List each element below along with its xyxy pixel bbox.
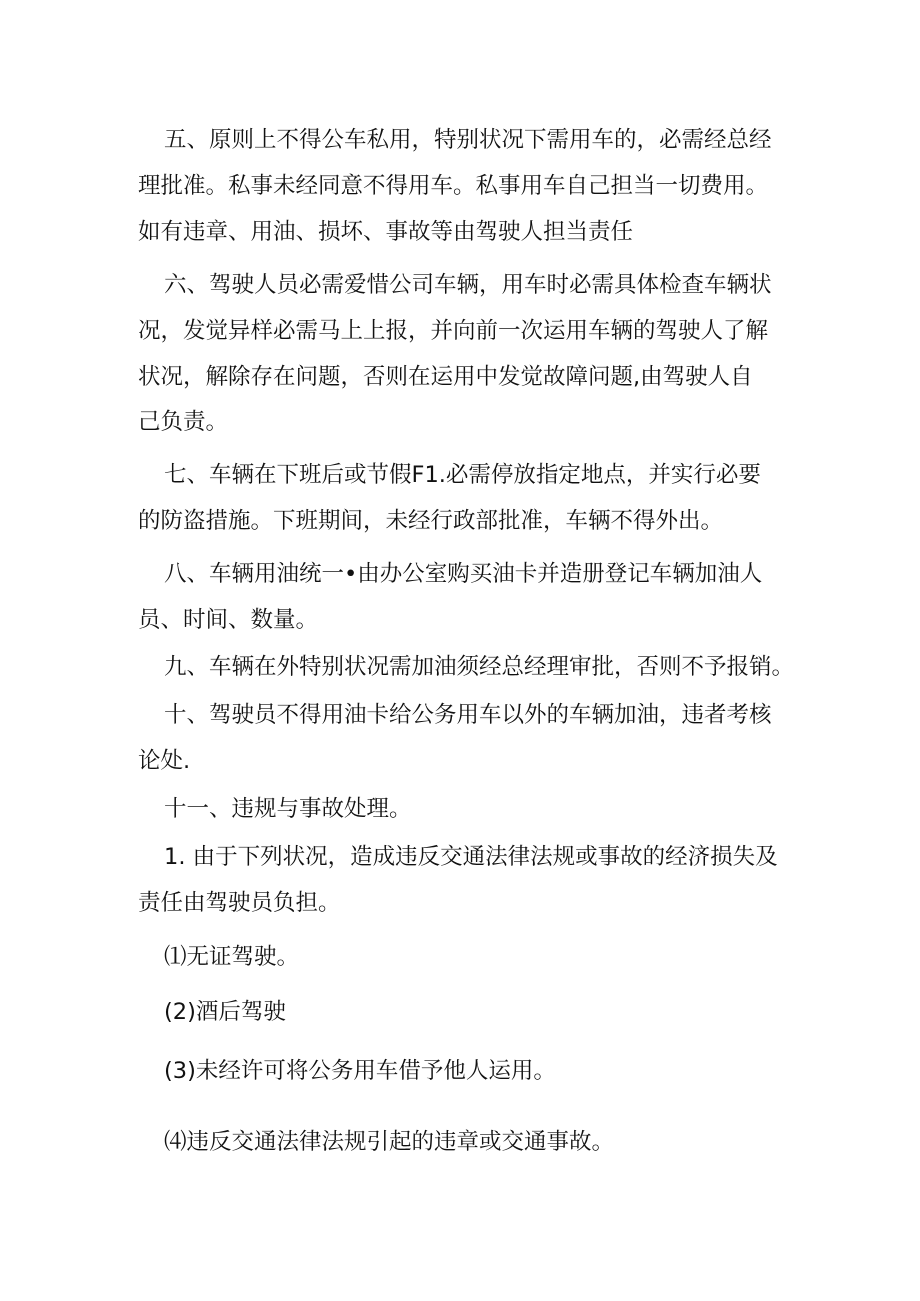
text-line: 理批准。私事未经同意不得用车。私事用车自己担当一切费用。 (138, 172, 769, 199)
list-item: (2)酒后驾驶 (164, 999, 286, 1025)
paragraph-clause-8 (138, 552, 790, 644)
text-line: 况，发觉异样必需马上上报，并向前一次运用车辆的驾驶人了解 (138, 317, 769, 344)
text-line: 1. 由于下列状况，造成违反交通法律法规或事故的经济损失及 (164, 844, 778, 870)
paragraph-clause-7 (138, 453, 790, 545)
text-line: 七、车辆在下班后或节假F1.必需停放指定地点，并实行必要 (164, 462, 761, 488)
paragraph-clause-9 (138, 645, 795, 691)
paragraph-clause-6 (138, 263, 790, 446)
text-line: 员、时间、数量。 (138, 606, 319, 633)
text-line: 论处. (138, 747, 191, 774)
text-line: 十、驾驶员不得用油卡给公务用车以外的车辆加油，违者考核 (164, 702, 772, 728)
text-line: 五、原则上不得公车私用，特别状况下需用车的，必需经总经 (164, 127, 772, 153)
text-line: 十一、违规与事故处理。 (164, 796, 412, 822)
paragraph-clause-11-1 (138, 835, 790, 927)
text-line: 责任由驾驶员负担。 (138, 889, 341, 916)
text-line: 八、车辆用油统一•由办公室购买油卡并造册登记车辆加油人 (164, 561, 763, 587)
paragraph-clause-11 (138, 787, 790, 833)
text-line: 的防盗措施。下班期间，未经行政部批准，车辆不得外出。 (138, 507, 724, 534)
list-item: ⑴无证驾驶。 (164, 944, 300, 970)
list-item: ⑷违反交通法律法规引起的违章或交通事故。 (164, 1129, 615, 1155)
paragraph-clause-5 (138, 118, 790, 255)
paragraph-clause-10 (138, 693, 790, 785)
text-line: 九、车辆在外特别状况需加油须经总经理审批，否则不予报销。 (164, 654, 795, 680)
text-line: 己负责。 (138, 409, 229, 436)
list-item: (3)未经许可将公务用车借予他人运用。 (164, 1058, 556, 1084)
text-line: 六、驾驶人员必需爱惜公司车辆，用车时必需具体检查车辆状 (164, 272, 772, 298)
text-line: 如有违章、用油、损坏、事故等由驾驶人担当责任 (138, 218, 634, 245)
text-line: 状况，解除存在问题，否则在运用中发觉故障问题,由驾驶人自 (138, 363, 753, 390)
